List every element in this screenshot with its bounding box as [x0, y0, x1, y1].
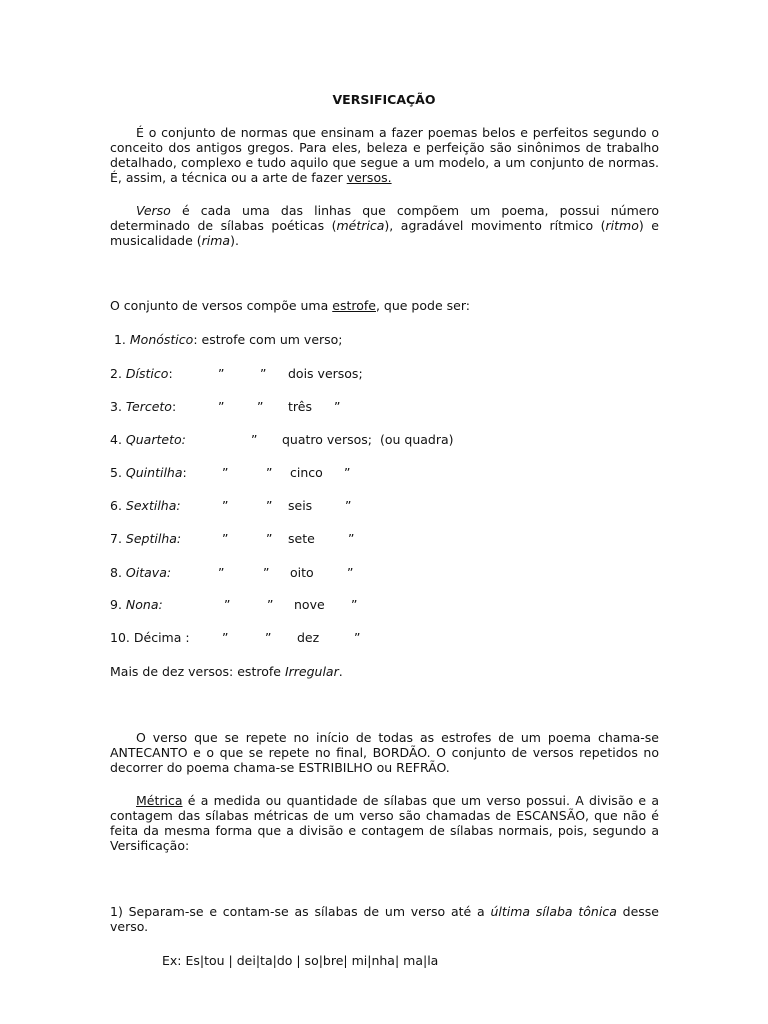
ditto-mark: ” [263, 565, 270, 580]
estrofe-item-head [110, 597, 163, 612]
rule-1-b: desse verso. [110, 904, 659, 934]
ditto-mark: ” [345, 498, 352, 513]
estrofe-number: 8. [110, 565, 122, 580]
estrofe-item [110, 432, 610, 447]
estrofe-item-head [110, 332, 343, 347]
verso-text-a: é cada uma das linhas que compõem um poema, possui número determinado de sílabas poéticas ( [110, 203, 659, 233]
estrofe-after: : [171, 399, 177, 414]
ditto-mark: ” [348, 531, 355, 546]
ditto-mark: ” [222, 465, 229, 480]
ditto-mark: ” [218, 399, 225, 414]
ditto-mark: ” [347, 565, 354, 580]
ditto-mark: ” [260, 366, 267, 381]
estrofe-after: Décima : [133, 630, 190, 645]
estrofe-number: 2. [110, 366, 122, 381]
estrofe-after: : [182, 465, 187, 480]
estrofe-desc: dez [297, 630, 320, 645]
ditto-mark: ” [266, 465, 273, 480]
estrofe-intro [110, 298, 470, 313]
estrofe-name: Sextilha: [125, 498, 181, 513]
estrofe-item [110, 332, 610, 347]
estrofe-desc: quatro versos; (ou quadra) [282, 432, 454, 447]
estrofe-name: Nona: [125, 597, 163, 612]
example-line: Ex: Es|tou | dei|ta|do | so|bre| mi|nha| ma|la [162, 953, 439, 968]
ditto-mark: ” [354, 630, 361, 645]
estrofe-number: 3. [110, 399, 122, 414]
estrofe-name: Dístico [125, 366, 169, 381]
rule-1 [110, 904, 659, 934]
page-title: VERSIFICAÇÃO [332, 92, 436, 107]
ditto-mark: ” [351, 597, 358, 612]
estrofe-item [110, 630, 610, 645]
estrofe-number: 7. [110, 531, 122, 546]
rule-1-a: 1) Separam-se e contam-se as sílabas de um verso até a [110, 904, 491, 919]
estrofe-desc: sete [288, 531, 315, 546]
metrica-heading-term: Métrica [136, 793, 183, 808]
irregular-a: Mais de dez versos: estrofe [110, 664, 285, 679]
estrofe-name: Septilha: [125, 531, 182, 546]
estrofe-item-head [110, 366, 173, 381]
irregular-term: Irregular [284, 664, 339, 679]
ditto-mark: ” [257, 399, 264, 414]
estrofe-term: estrofe [332, 298, 376, 313]
estrofe-name: Quintilha [125, 465, 183, 480]
estrofe-after: : [168, 366, 173, 381]
estrofe-desc: oito [290, 565, 314, 580]
estrofe-item-head [110, 630, 190, 645]
estrofe-intro-b: , que pode ser: [375, 298, 470, 313]
estrofe-item-head [110, 565, 171, 580]
estrofe-number: 9. [110, 597, 122, 612]
ditto-mark: ” [222, 630, 229, 645]
intro-paragraph [110, 125, 659, 185]
versos-link[interactable]: versos. [346, 170, 392, 185]
estrofe-number: 1. [110, 332, 126, 347]
estrofe-intro-a: O conjunto de versos compõe uma [110, 298, 333, 313]
ditto-mark: ” [251, 432, 258, 447]
estrofe-number: 4. [110, 432, 122, 447]
verso-term: Verso [136, 203, 171, 218]
estrofe-item-head [110, 531, 181, 546]
estrofe-item [110, 465, 610, 480]
estrofe-name: Oitava: [125, 565, 172, 580]
verso-text-b: ), agradável movimento rítmico ( [384, 218, 606, 233]
ditto-mark: ” [344, 465, 351, 480]
verso-text-c: ) e musicalidade ( [110, 218, 659, 248]
estrofe-item-head [110, 399, 176, 414]
ditto-mark: ” [265, 630, 272, 645]
estrofe-item [110, 366, 610, 381]
metrica-term: métrica [336, 218, 385, 233]
estrofe-desc: seis [288, 498, 313, 513]
estrofe-name: Quarteto: [125, 432, 186, 447]
verso-text-d: ). [230, 233, 239, 248]
ditto-mark: ” [334, 399, 341, 414]
estrofe-item [110, 565, 610, 580]
estrofe-desc: cinco [290, 465, 323, 480]
estrofe-item-head [110, 432, 186, 447]
estrofe-name: Monóstico [129, 332, 194, 347]
verso-paragraph [110, 203, 659, 248]
ditto-mark: ” [266, 498, 273, 513]
rule-1-term: última sílaba tônica [490, 904, 617, 919]
estrofe-item [110, 597, 610, 612]
ritmo-term: ritmo [605, 218, 639, 233]
estrofe-desc: dois versos; [288, 366, 363, 381]
estrofe-desc: três [288, 399, 312, 414]
estrofe-number: 5. [110, 465, 122, 480]
rima-term: rima [201, 233, 231, 248]
ditto-mark: ” [267, 597, 274, 612]
estrofe-desc: nove [294, 597, 325, 612]
estrofe-number: 10. [110, 630, 130, 645]
ditto-mark: ” [224, 597, 231, 612]
metrica-rest: é a medida ou quantidade de sílabas que um verso possui. A divisão e a contagem das sílabas métricas de um verso são chamadas de ESCANSÃO, que não é feita da mesma forma que a divisão e contagem de sílabas normais, pois, segundo a Versificação: [110, 793, 659, 853]
estrofe-item [110, 399, 610, 414]
antecanto-paragraph: O verso que se repete no início de todas as estrofes de um poema chama-se ANTECANTO e o que se repete no final, BORDÃO. O conjunto de versos repetidos no decorrer do poema chama-se ESTRIBILHO ou REFRÃO. [110, 730, 659, 775]
intro-text: É o conjunto de normas que ensinam a fazer poemas belos e perfeitos segundo o conceito dos antigos gregos. Para eles, beleza e perfeição são sinônimos de trabalho detalhado, complexo e tudo aquilo que segue a um modelo, a um conjunto de normas. É, assim, a técnica ou a arte de fazer [110, 125, 659, 185]
metrica-paragraph [110, 793, 659, 853]
ditto-mark: ” [222, 498, 229, 513]
estrofe-item-head [110, 498, 181, 513]
ditto-mark: ” [218, 565, 225, 580]
irregular-b: . [338, 664, 343, 679]
ditto-mark: ” [218, 366, 225, 381]
estrofe-item [110, 531, 610, 546]
estrofe-number: 6. [110, 498, 122, 513]
estrofe-item [110, 498, 610, 513]
estrofe-name: Terceto [125, 399, 172, 414]
estrofe-item-head [110, 465, 187, 480]
irregular-line [110, 664, 343, 679]
ditto-mark: ” [266, 531, 273, 546]
estrofe-after: : estrofe com um verso; [193, 332, 343, 347]
ditto-mark: ” [222, 531, 229, 546]
